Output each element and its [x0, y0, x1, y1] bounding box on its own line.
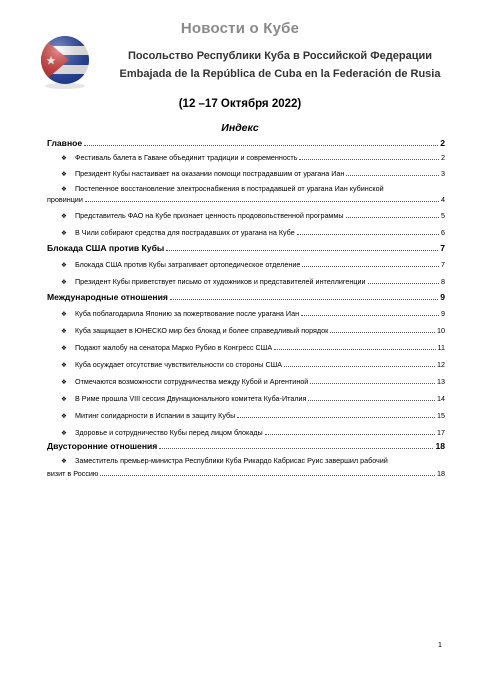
toc-page-number: 18	[435, 441, 445, 451]
toc-item-label: В Чили собирают средства для пострадавших от урагана на Кубе	[75, 228, 295, 237]
toc-item-label: Постепенное восстановление электроснабжения в пострадавшей от урагана Иан кубинской	[75, 184, 384, 193]
leader-dots	[297, 234, 439, 235]
toc-item[interactable]	[61, 153, 445, 162]
diamond-bullet-icon: ❖	[61, 230, 67, 237]
toc-item-line2[interactable]	[47, 195, 445, 204]
toc-page-number: 9	[441, 309, 445, 318]
leader-dots	[237, 417, 435, 418]
leader-dots	[310, 383, 435, 384]
toc-item-label: Здоровье и сотрудничество Кубы перед лицом блокады	[75, 428, 263, 437]
toc-section-main[interactable]	[47, 138, 445, 148]
toc-page-number: 9	[440, 292, 445, 302]
toc-page-number: 10	[437, 326, 445, 335]
leader-dots	[84, 145, 438, 146]
toc-item[interactable]	[61, 360, 445, 369]
toc-page-number: 8	[441, 277, 445, 286]
banner-title: Новости о Кубе	[180, 20, 300, 37]
leader-dots	[274, 349, 435, 350]
toc-item[interactable]	[61, 343, 445, 352]
toc-page-number: 15	[437, 411, 445, 420]
toc-item[interactable]	[61, 277, 445, 286]
toc-page-number: 6	[441, 228, 445, 237]
leader-dots	[299, 159, 439, 160]
toc-item-line2[interactable]	[47, 469, 445, 478]
toc-item[interactable]	[61, 260, 445, 269]
diamond-bullet-icon: ❖	[61, 186, 67, 193]
toc-item-label: Куба осуждает отсутствие чувствительности со стороны США	[75, 360, 283, 369]
toc-item-label: Куба защищает в ЮНЕСКО мир без блокад и более справедливый порядок	[75, 326, 329, 335]
diamond-bullet-icon: ❖	[61, 396, 67, 403]
leader-dots	[330, 332, 435, 333]
leader-dots	[346, 217, 440, 218]
toc-item-label: Блокада США против Кубы затрагивает ортопедическое отделение	[75, 260, 301, 269]
diamond-bullet-icon: ❖	[61, 155, 67, 162]
toc-page-number: 17	[437, 428, 445, 437]
leader-dots	[265, 434, 435, 435]
diamond-bullet-icon: ❖	[61, 311, 67, 318]
toc-page-number: 18	[437, 469, 445, 478]
toc-page-number: 14	[437, 394, 445, 403]
toc-item[interactable]	[61, 411, 445, 420]
leader-dots	[85, 201, 439, 202]
diamond-bullet-icon: ❖	[61, 430, 67, 437]
diamond-bullet-icon: ❖	[61, 262, 67, 269]
leader-dots	[346, 175, 439, 176]
embassy-name-ru: Посольство Республики Куба в Российской Федерации	[128, 50, 432, 62]
diamond-bullet-icon: ❖	[61, 345, 67, 352]
toc-item-label: Куба поблагодарила Японию за пожертвование после урагана Иан	[75, 309, 300, 318]
leader-dots	[301, 315, 439, 316]
toc-item-label: Представитель ФАО на Кубе признает ценность продовольственной программы	[75, 211, 344, 220]
toc-page-number: 11	[437, 343, 445, 352]
toc-item[interactable]	[61, 211, 445, 220]
toc-page-number: 13	[437, 377, 445, 386]
leader-dots	[170, 299, 438, 300]
leader-dots	[308, 400, 435, 401]
toc-item-label: Президент Кубы настаивает на оказании помощи пострадавшим от урагана Иан	[75, 169, 345, 178]
toc-item[interactable]	[61, 169, 445, 178]
toc-item-line1[interactable]	[61, 456, 445, 465]
toc-item[interactable]	[61, 394, 445, 403]
diamond-bullet-icon: ❖	[61, 213, 67, 220]
leader-dots	[302, 266, 439, 267]
toc-section-label: Блокада США против Кубы	[47, 243, 165, 253]
index-title: Индекс	[221, 122, 259, 134]
leader-dots	[100, 475, 435, 476]
diamond-bullet-icon: ❖	[61, 413, 67, 420]
toc-page-number: 5	[441, 211, 445, 220]
toc-section-label: Международные отношения	[47, 292, 168, 302]
toc-section-blockade[interactable]	[47, 243, 445, 253]
toc-item-label: Фестиваль балета в Гаване объединит традиции и современность	[75, 153, 298, 162]
toc-page-number: 7	[441, 260, 445, 269]
diamond-bullet-icon: ❖	[61, 171, 67, 178]
toc-item-line1[interactable]	[61, 184, 445, 193]
embassy-name-es: Embajada de la República de Cuba en la Federación de Rusia	[119, 68, 441, 80]
toc-section-label: Главное	[47, 138, 83, 148]
diamond-bullet-icon: ❖	[61, 458, 67, 465]
toc-page-number: 7	[440, 243, 445, 253]
toc-item-label: Митинг солидарности в Испании в защиту Кубы	[75, 411, 236, 420]
toc-item-label: Президент Кубы приветствует письмо от художников и представителей интеллигенции	[75, 277, 366, 286]
toc-page-number: 4	[441, 195, 445, 204]
diamond-bullet-icon: ❖	[61, 328, 67, 335]
issue-dates: (12 –17 Октября 2022)	[178, 98, 302, 110]
toc-item-label: В Риме прошла VIII сессия Двунационального комитета Куба-Италия	[75, 394, 307, 403]
toc-item-label: визит в Россию	[47, 469, 99, 478]
toc-page-number: 12	[437, 360, 445, 369]
toc-item-label: провинции	[47, 195, 83, 204]
toc-item[interactable]	[61, 428, 445, 437]
toc-item-label: Подают жалобу на сенатора Марко Рубио в Конгресс США	[75, 343, 273, 352]
toc-section-label: Двусторонние отношения	[47, 441, 158, 451]
diamond-bullet-icon: ❖	[61, 279, 67, 286]
toc-page-number: 2	[441, 153, 445, 162]
toc-page-number: 2	[440, 138, 445, 148]
leader-dots	[284, 366, 435, 367]
toc-item[interactable]	[61, 309, 445, 318]
toc-section-international[interactable]	[47, 292, 445, 302]
leader-dots	[166, 250, 438, 251]
toc-item[interactable]	[61, 326, 445, 335]
toc-item[interactable]	[61, 377, 445, 386]
page-number: 1	[437, 640, 442, 649]
diamond-bullet-icon: ❖	[61, 379, 67, 386]
toc-page-number: 3	[441, 169, 445, 178]
toc-item[interactable]	[61, 228, 445, 237]
leader-dots	[159, 448, 433, 449]
toc-item-label: Заместитель премьер-министра Республики Куба Рикардо Кабрисас Руис завершил рабочий	[75, 456, 388, 465]
leader-dots	[368, 283, 440, 284]
cuban-flag-sphere-icon	[35, 30, 95, 90]
diamond-bullet-icon: ❖	[61, 362, 67, 369]
toc-section-bilateral[interactable]	[47, 441, 445, 451]
toc-item-label: Отмечаются возможности сотрудничества между Кубой и Аргентиной	[75, 377, 309, 386]
